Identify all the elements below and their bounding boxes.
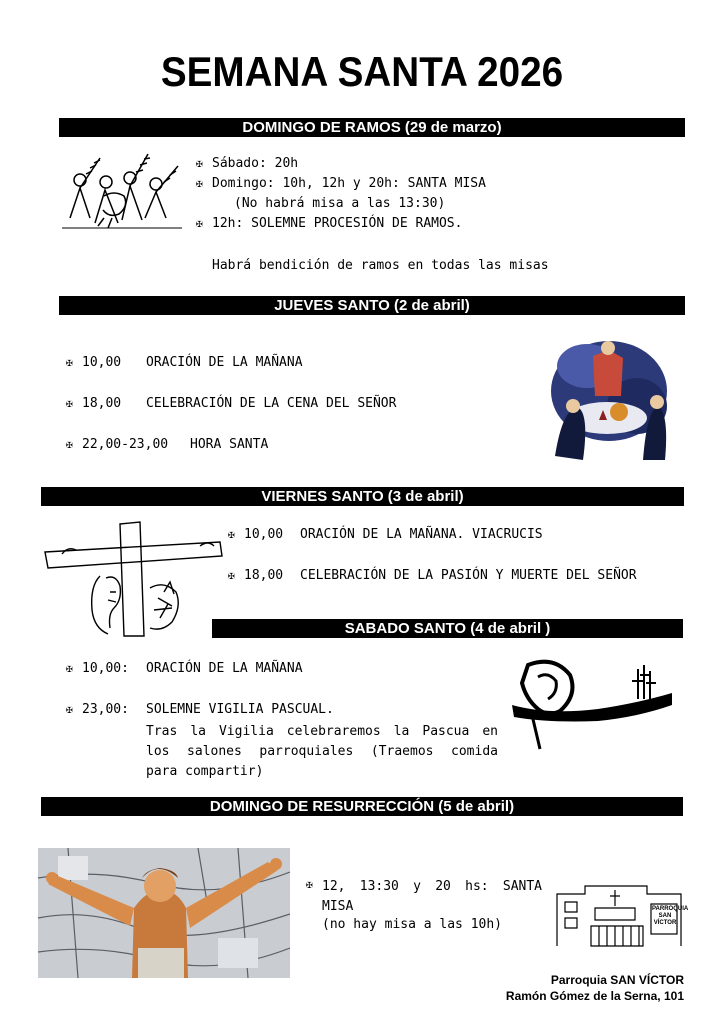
footer-parish: Parroquia SAN VÍCTOR bbox=[550, 973, 684, 987]
cross-icon: ✠ bbox=[66, 703, 73, 716]
viernes-item-2-time: 18,00 bbox=[244, 568, 284, 583]
ramos-item-1 bbox=[196, 156, 298, 171]
section-header-resurreccion: DOMINGO DE RESURRECCIÓN (5 de abril) bbox=[41, 797, 683, 816]
vigil-note: Tras la Vigilia celebraremos la Pascua en los salones parroquiales (Traemos comida para compartir) bbox=[146, 724, 498, 779]
cross-icon: ✠ bbox=[66, 438, 73, 451]
viernes-item-2 bbox=[228, 568, 637, 583]
jueves-item-2-text: CELEBRACIÓN DE LA CENA DEL SEÑOR bbox=[146, 396, 397, 411]
resurreccion-note: (no hay misa a las 10h) bbox=[322, 917, 503, 932]
resurreccion-mass-text: 12, 13:30 y 20 hs: SANTA MISA bbox=[322, 879, 542, 914]
jueves-item-2-time: 18,00 bbox=[82, 396, 122, 411]
sabado-item-1-text: ORACIÓN DE LA MAÑANA bbox=[146, 661, 303, 676]
last-supper-image bbox=[547, 336, 671, 466]
section-header-sabado: SABADO SANTO (4 de abril ) bbox=[212, 619, 683, 638]
ramos-item-2 bbox=[196, 176, 486, 191]
sabado-item-2-time: 23,00: bbox=[82, 702, 129, 717]
building-sign-line-2: SAN bbox=[658, 913, 672, 919]
ramos-blessing-note: Habrá bendición de ramos en todas las misas bbox=[212, 258, 549, 273]
page-title: SEMANA SANTA 2026 bbox=[160, 48, 564, 95]
jueves-item-3-text: HORA SANTA bbox=[190, 437, 269, 452]
ramos-item-3 bbox=[196, 216, 462, 231]
ramos-item-1-text: Sábado: 20h bbox=[212, 156, 299, 171]
viernes-item-2-text: CELEBRACIÓN DE LA PASIÓN Y MUERTE DEL SEÑOR bbox=[300, 568, 637, 583]
risen-christ-stained-glass-image bbox=[38, 848, 290, 978]
cross-icon: ✠ bbox=[228, 569, 235, 582]
cross-icon: ✠ bbox=[196, 177, 203, 190]
jueves-item-3-time: 22,00-23,00 bbox=[82, 437, 169, 452]
footer-address: Ramón Gómez de la Serna, 101 bbox=[505, 989, 684, 1003]
viernes-item-1 bbox=[228, 527, 543, 542]
cross-icon: ✠ bbox=[306, 878, 313, 891]
ramos-indent-note: (No habrá misa a las 13:30) bbox=[234, 196, 446, 211]
jueves-item-2 bbox=[66, 396, 396, 411]
section-header-ramos: DOMINGO DE RAMOS (29 de marzo) bbox=[59, 118, 685, 137]
ramos-item-3-text: 12h: SOLEMNE PROCESIÓN DE RAMOS. bbox=[212, 216, 463, 231]
cross-icon: ✠ bbox=[66, 397, 73, 410]
jueves-item-1 bbox=[66, 355, 303, 370]
resurreccion-mass bbox=[306, 877, 322, 892]
section-header-jueves: JUEVES SANTO (2 de abril) bbox=[59, 296, 685, 315]
palm-procession-image bbox=[60, 148, 185, 233]
sabado-item-2 bbox=[66, 702, 334, 717]
jueves-item-3 bbox=[66, 437, 268, 452]
cross-icon: ✠ bbox=[66, 662, 73, 675]
jueves-item-1-text: ORACIÓN DE LA MAÑANA bbox=[146, 355, 303, 370]
ramos-item-2-text: Domingo: 10h, 12h y 20h: SANTA MISA bbox=[212, 176, 486, 191]
sabado-item-1-time: 10,00: bbox=[82, 661, 129, 676]
viernes-item-1-text: ORACIÓN DE LA MAÑANA. VIACRUCIS bbox=[300, 527, 543, 542]
crucifixion-sketch-image bbox=[40, 518, 228, 638]
section-header-viernes: VIERNES SANTO (3 de abril) bbox=[41, 487, 684, 506]
cross-icon: ✠ bbox=[196, 217, 203, 230]
entombment-image bbox=[508, 655, 674, 753]
cross-icon: ✠ bbox=[196, 157, 203, 170]
building-sign bbox=[652, 906, 689, 927]
building-sign-line-3: VÍCTOR bbox=[653, 920, 677, 926]
building-sign-line-1: PARROQUIA bbox=[652, 906, 689, 912]
cross-icon: ✠ bbox=[66, 356, 73, 369]
sabado-item-2-text: SOLEMNE VIGILIA PASCUAL. bbox=[146, 702, 334, 717]
jueves-item-1-time: 10,00 bbox=[82, 355, 122, 370]
sabado-item-1 bbox=[66, 661, 303, 676]
cross-icon: ✠ bbox=[228, 528, 235, 541]
viernes-item-1-time: 10,00 bbox=[244, 527, 284, 542]
